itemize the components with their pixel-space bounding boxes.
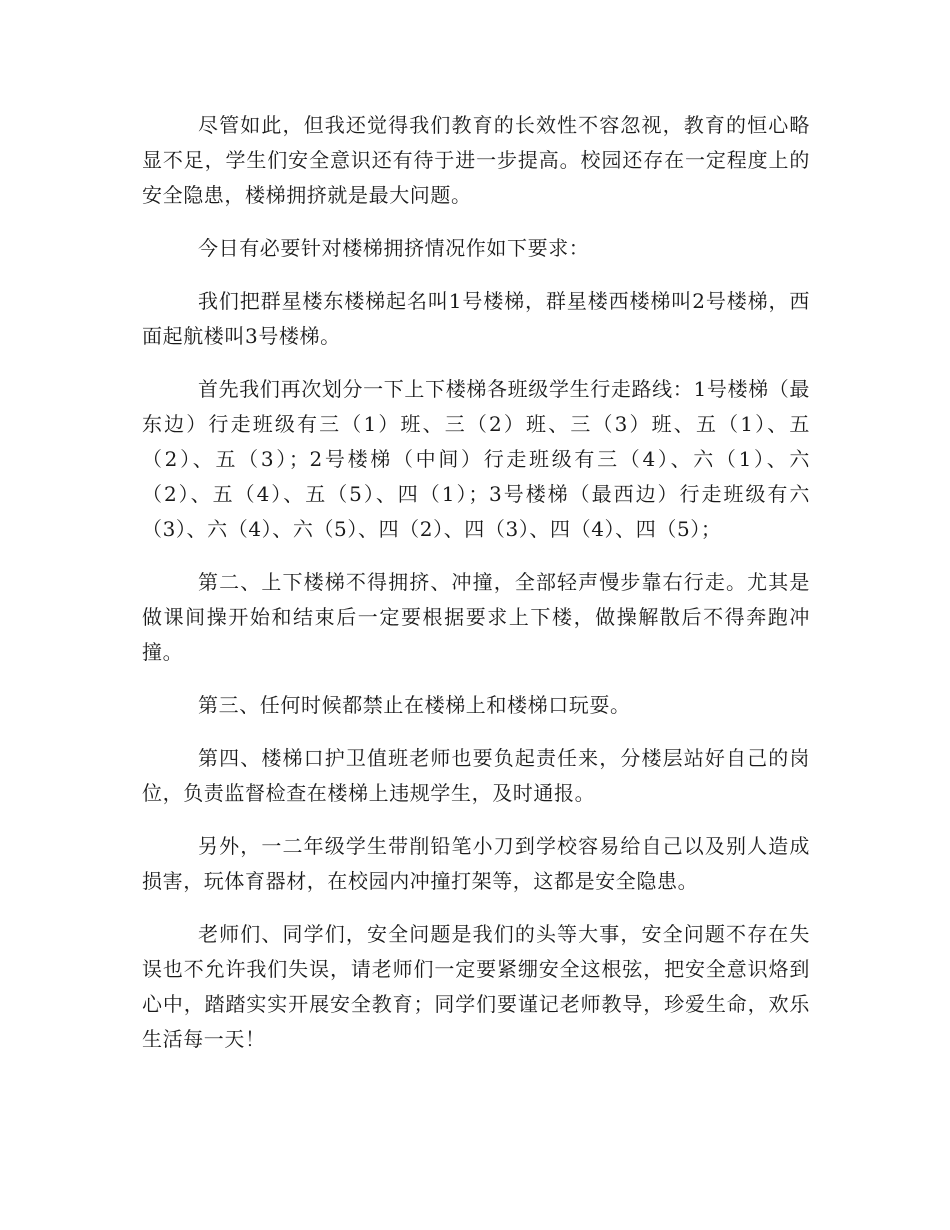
paragraph-closing: 老师们、同学们，安全问题是我们的头等大事，安全问题不存在失误也不允许我们失误，请老师们一定要紧绷安全这根弦，把安全意识烙到心中，踏踏实实开展安全教育；同学们要谨记老师教导，珍爱生命，欢乐生活每一天！ — [142, 922, 810, 1051]
document-body — [142, 108, 810, 1075]
paragraph-rule-third: 第三、任何时候都禁止在楼梯上和楼梯口玩耍。 — [198, 693, 631, 717]
paragraph-rule-fourth: 第四、楼梯口护卫值班老师也要负起责任来，分楼层站好自己的岗位，负责监督检查在楼梯上违规学生，及时通报。 — [142, 746, 810, 805]
paragraph-stair-naming: 我们把群星楼东楼梯起名叫1号楼梯，群星楼西楼梯叫2号楼梯，西面起航楼叫3号楼梯。 — [142, 289, 810, 348]
paragraph-requirements-lead: 今日有必要针对楼梯拥挤情况作如下要求： — [198, 236, 590, 260]
paragraph-other-hazards: 另外，一二年级学生带削铅笔小刀到学校容易给自己以及别人造成损害，玩体育器材，在校园内冲撞打架等，这都是安全隐患。 — [142, 834, 810, 893]
paragraph-stair-routes: 首先我们再次划分一下上下楼梯各班级学生行走路线：1号楼梯（最东边）行走班级有三（1）班、三（2）班、三（3）班、五（1）、五（2）、五（3）；2号楼梯（中间）行走班级有三（4）、六（1）、六（2）、五（4）、五（5）、四（1）；3号楼梯（最西边）行走班级有六（3）、六（4）、六（5）、四（2）、四（3）、四（4）、四（5）； — [142, 377, 810, 541]
paragraph-intro: 尽管如此，但我还觉得我们教育的长效性不容忽视，教育的恒心略显不足，学生们安全意识还有待于进一步提高。校园还存在一定程度上的安全隐患，楼梯拥挤就是最大问题。 — [142, 113, 810, 207]
paragraph-rule-second: 第二、上下楼梯不得拥挤、冲撞，全部轻声慢步靠右行走。尤其是做课间操开始和结束后一定要根据要求上下楼，做操解散后不得奔跑冲撞。 — [142, 570, 810, 664]
